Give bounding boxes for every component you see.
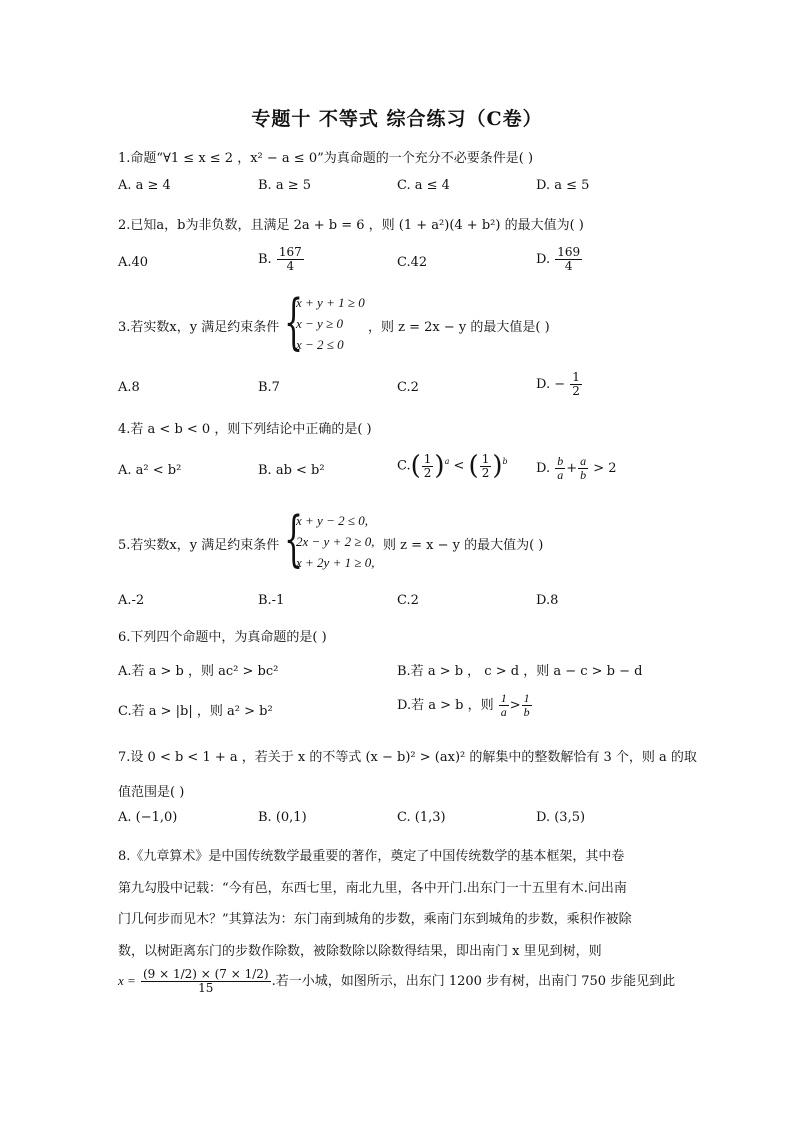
q4-option-c: C.( $\frac{1}{2}$ )$^a$ < ( $\frac{1}{2}$ )$^b$: [397, 451, 508, 481]
q5-option-d: D.8: [536, 593, 559, 608]
numerator: a: [580, 454, 587, 468]
q2-option-a: A.40: [118, 255, 149, 270]
q6-option-d-label: D.若 a > b ，则: [397, 698, 494, 713]
question-2-stem: 2.已知a，b为非负数，且满足 2a + b = 6 ，则 (1 + a²)(4 + b²) 的最大值为( ): [118, 218, 584, 233]
q5-option-a: A.-2: [118, 593, 145, 608]
q3-option-d: [536, 371, 583, 398]
denominator: 2: [423, 465, 432, 480]
q3-constraint-2: x − y ≥ 0: [296, 316, 343, 331]
q1-option-d: D. a ≤ 5: [536, 178, 590, 193]
q5-option-c: C.2: [397, 593, 419, 608]
q6-option-a: A.若 a > b ，则 ac² > bc²: [118, 664, 279, 679]
numerator: b: [557, 454, 564, 468]
q3-option-b: B.7: [258, 380, 280, 395]
numerator: 1: [523, 691, 530, 705]
q4-option-d-tail: > 2: [593, 461, 617, 476]
numerator: (9 × 1/2) × (7 × 1/2): [142, 967, 269, 981]
formula-lhs: x =: [118, 973, 136, 988]
question-6-stem: 6.下列四个命题中，为真命题的是( ): [118, 630, 327, 645]
denominator: 2: [572, 384, 580, 398]
q4-option-c-fraction-2: [480, 453, 492, 480]
q5-system-brace: {: [284, 504, 304, 574]
q7-option-b: B. (0,1): [258, 810, 307, 825]
denominator: a: [500, 705, 507, 719]
q5-constraint-2: 2x − y + 2 ≥ 0,: [296, 534, 375, 549]
q3-system-brace: {: [284, 287, 304, 357]
numerator: 1: [572, 370, 580, 384]
plus: +: [566, 461, 578, 476]
q4-option-c-label: C.: [397, 458, 411, 474]
q5-constraint-1: x + y − 2 ≤ 0,: [296, 513, 368, 528]
question-8-line-2: 第九勾股中记载：“今有邑，东西七里，南北九里，各中开门.出东门一十五里有木.问出南: [118, 881, 627, 896]
q6-option-d: [397, 692, 533, 719]
question-5-stem-left: 5.若实数x，y 满足约束条件: [118, 538, 280, 553]
q6-option-d-fraction-1: [499, 692, 509, 719]
q7-option-d: D. (3,5): [536, 810, 586, 825]
question-7-stem-line-1: 7.设 0 < b < 1 + a ，若关于 x 的不等式 (x − b)² > (ax)² 的解集中的整数解恰有 3 个，则 a 的取: [118, 750, 697, 765]
denominator: 2: [481, 465, 490, 480]
numerator: 1: [500, 691, 507, 705]
q2-option-b-fraction: [277, 246, 304, 273]
question-8-line-5: .若一小城，如图所示，出东门 1200 步有树，出南门 750 步能见到此: [271, 974, 676, 989]
page-title: 专题十 不等式 综合练习（C卷）: [251, 108, 543, 130]
q3-option-a: A.8: [118, 380, 140, 395]
question-3-stem-left: 3.若实数x，y 满足约束条件: [118, 320, 280, 335]
q6-option-c: C.若 a > |b| ，则 a² > b²: [118, 704, 273, 719]
q1-option-a: A. a ≥ 4: [118, 178, 171, 193]
q2-option-b-label: B.: [258, 252, 272, 267]
q4-option-d-fraction-2: [578, 455, 588, 482]
numerator: 169: [557, 245, 581, 259]
question-3-stem-right: ，则 z = 2x − y 的最大值是( ): [368, 320, 550, 335]
denominator: b: [523, 705, 530, 719]
numerator: 1: [423, 451, 432, 466]
denominator: b: [580, 468, 587, 482]
q4-option-b: B. ab < b²: [258, 463, 325, 478]
question-4-stem: 4.若 a < b < 0 ，则下列结论中正确的是( ): [118, 422, 372, 437]
q5-constraint-3: x + 2y + 1 ≥ 0,: [296, 555, 375, 570]
q3-option-d-fraction: [570, 371, 582, 398]
question-7-stem-line-2: 值范围是( ): [118, 785, 185, 800]
question-8-line-1: 8.《九章算术》是中国传统数学最重要的著作，奠定了中国传统数学的基本框架，其中卷: [118, 849, 625, 864]
q5-option-b: B.-1: [258, 593, 285, 608]
q2-option-b: [258, 246, 305, 273]
denominator: 4: [286, 259, 295, 273]
denominator: 15: [198, 981, 214, 995]
q4-option-a: A. a² < b²: [118, 463, 182, 478]
q7-option-a: A. (−1,0): [118, 810, 178, 825]
q2-option-c: C.42: [397, 255, 428, 270]
q3-constraint-3: x − 2 ≤ 0: [296, 337, 344, 352]
denominator: 4: [564, 259, 573, 273]
q6-option-d-fraction-2: [522, 692, 532, 719]
q2-option-d-fraction: [555, 246, 582, 273]
q4-option-d-fraction-1: [555, 455, 565, 482]
numerator: 167: [278, 245, 302, 259]
question-8-line-4: 数，以树距离东门的步数作除数，被除数除以除数得结果，即出南门 x 里见到树，则: [118, 944, 602, 959]
greater-than: >: [509, 698, 521, 713]
q3-option-d-label: D. −: [536, 377, 566, 392]
q2-option-d-label: D.: [536, 252, 551, 267]
q1-option-b: B. a ≥ 5: [258, 178, 311, 193]
q3-option-c: C.2: [397, 380, 419, 395]
question-8-line-3: 门几何步而见木？”其算法为：东门南到城角的步数，乘南门东到城角的步数，乘积作被除: [118, 912, 632, 927]
q7-option-c: C. (1,3): [397, 810, 446, 825]
question-1-stem: 1.命题“∀1 ≤ x ≤ 2 ，x² − a ≤ 0”为真命题的一个充分不必要条件是( ): [118, 151, 534, 166]
q4-option-d-label: D.: [536, 461, 551, 476]
q2-option-d: [536, 246, 583, 273]
exponent: b: [502, 457, 508, 467]
denominator: a: [557, 468, 564, 482]
less-than: <: [453, 458, 465, 474]
exponent: a: [444, 457, 450, 467]
numerator: 1: [481, 451, 490, 466]
formula-fraction: [141, 968, 271, 995]
q4-option-c-fraction-1: [422, 453, 434, 480]
q4-option-d: [536, 455, 617, 482]
q6-option-b: B.若 a > b ， c > d ，则 a − c > b − d: [397, 664, 643, 679]
question-5-stem-right: 则 z = x − y 的最大值为( ): [383, 538, 544, 553]
q1-option-c: C. a ≤ 4: [397, 178, 450, 193]
question-8-formula: [118, 968, 675, 995]
q3-constraint-1: x + y + 1 ≥ 0: [296, 295, 365, 310]
